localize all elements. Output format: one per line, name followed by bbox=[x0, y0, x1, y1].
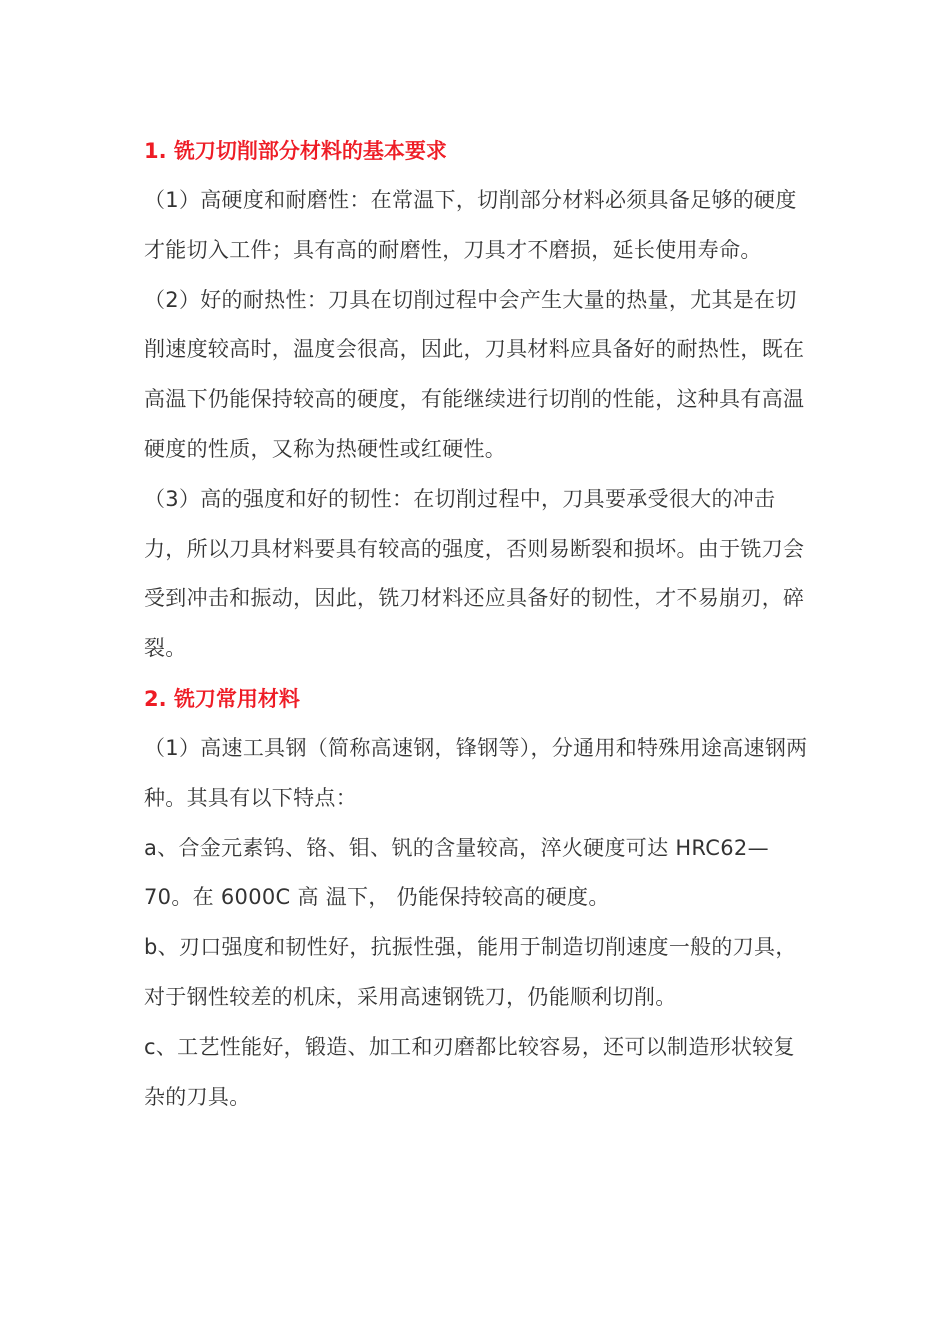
paragraph-high-speed-steel: （1）高速工具钢（简称高速钢，锋钢等），分通用和特殊用途高速钢两种。其具有以下特点： bbox=[144, 735, 808, 810]
section-requirements bbox=[144, 126, 808, 674]
document-page bbox=[144, 126, 808, 1122]
paragraph-strength-toughness: （3）高的强度和好的韧性：在切削过程中，刀具要承受很大的冲击力，所以刀具材料要具有较高的强度，否则易断裂和损坏。由于铣刀会受到冲击和振动，因此，铣刀材料还应具备好的韧性，才不易崩刃，碎裂。 bbox=[144, 486, 805, 661]
paragraph-feature-a: a、合金元素钨、铬、钼、钒的含量较高，淬火硬度可达 HRC62—70。在 6000C 高 温下， 仍能保持较高的硬度。 bbox=[144, 835, 769, 910]
section-title-requirements: 1. 铣刀切削部分材料的基本要求 bbox=[144, 139, 447, 163]
paragraph-heat-resistance: （2）好的耐热性：刀具在切削过程中会产生大量的热量，尤其是在切削速度较高时，温度会很高，因此，刀具材料应具备好的耐热性，既在高温下仍能保持较高的硬度，有能继续进行切削的性能，这种具有高温硬度的性质，又称为热硬性或红硬性。 bbox=[144, 287, 805, 461]
paragraph-hardness-wear-resistance: （1）高硬度和耐磨性：在常温下，切削部分材料必须具备足够的硬度才能切入工件；具有高的耐磨性，刀具才不磨损，延长使用寿命。 bbox=[144, 188, 797, 262]
section-title-common-materials: 2. 铣刀常用材料 bbox=[144, 686, 300, 711]
section-common-materials bbox=[144, 674, 808, 1122]
paragraph-feature-b: b、刃口强度和韧性好，抗振性强，能用于制造切削速度一般的刀具，对于钢性较差的机床，采用高速钢铣刀，仍能顺利切削。 bbox=[144, 935, 797, 1009]
paragraph-feature-c: c、工艺性能好，锻造、加工和刃磨都比较容易，还可以制造形状较复杂的刀具。 bbox=[144, 1034, 795, 1109]
